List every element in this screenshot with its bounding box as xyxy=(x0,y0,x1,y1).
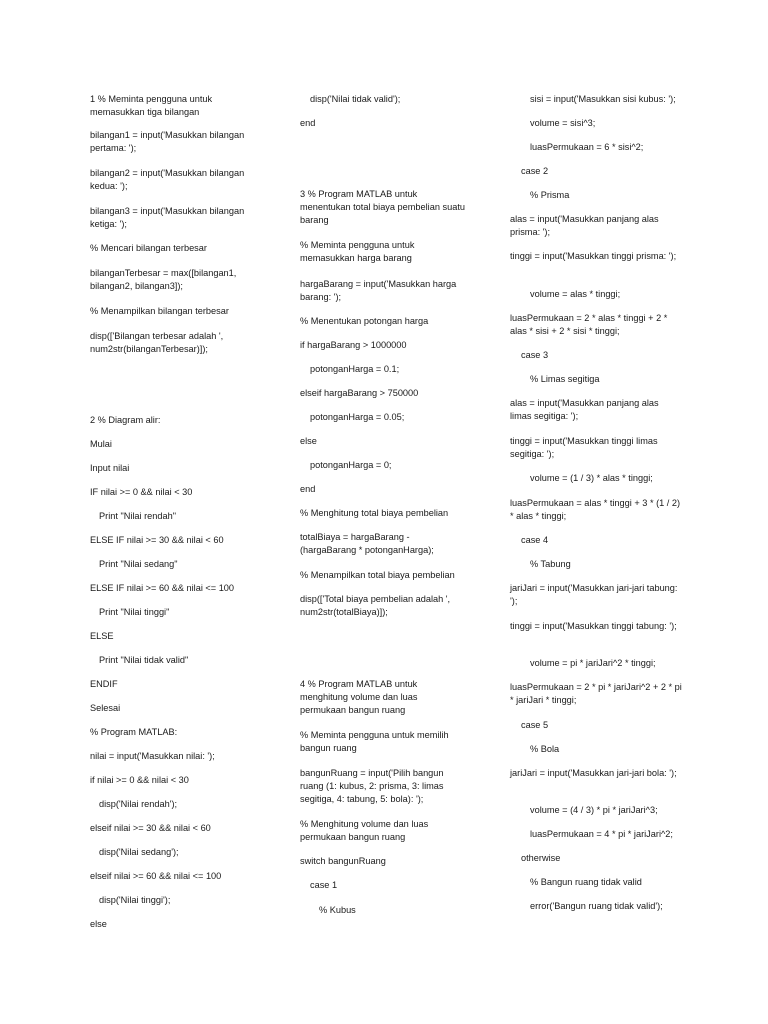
text-line: % Meminta pengguna untuk memilih bangun ruang xyxy=(300,730,449,753)
text-line: disp('Nilai tidak valid'); xyxy=(310,94,401,104)
text-line: volume = (4 / 3) * pi * jariJari^3; xyxy=(530,805,658,815)
text-line: bangunRuang = input('Pilih bangun ruang (1: kubus, 2: prisma, 3: limas segitiga, 4: tabung, 5: bola): '); xyxy=(300,768,444,804)
text-line: bilangan3 = input('Masukkan bilangan ketiga: '); xyxy=(90,206,245,229)
text-line: % Program MATLAB: xyxy=(90,727,178,737)
text-line: ELSE xyxy=(90,631,114,641)
text-line: volume = sisi^3; xyxy=(530,118,596,128)
text-line: Print "Nilai rendah" xyxy=(99,511,176,521)
text-line: luasPermukaan = 4 * pi * jariJari^2; xyxy=(530,829,673,839)
text-line: if nilai >= 0 && nilai < 30 xyxy=(90,775,189,785)
text-line: ELSE IF nilai >= 30 && nilai < 60 xyxy=(90,535,224,545)
text-line: disp('Nilai rendah'); xyxy=(99,799,178,809)
text-line: potonganHarga = 0.05; xyxy=(310,412,405,422)
text-line: case 5 xyxy=(521,720,549,730)
text-line: Print "Nilai tinggi" xyxy=(99,607,170,617)
text-line: luasPermukaan = 6 * sisi^2; xyxy=(530,142,644,152)
text-line: bilanganTerbesar = max([bilangan1, bilangan2, bilangan3]); xyxy=(90,268,237,291)
text-line: potonganHarga = 0; xyxy=(310,460,392,470)
text-line: end xyxy=(300,484,316,494)
text-line: % Menampilkan bilangan terbesar xyxy=(90,306,229,316)
text-line: volume = alas * tinggi; xyxy=(530,289,621,299)
text-line: else xyxy=(300,436,317,446)
text-line: ENDIF xyxy=(90,679,118,689)
text-line: bilangan2 = input('Masukkan bilangan kedua: '); xyxy=(90,168,245,191)
text-line: disp('Nilai tinggi'); xyxy=(99,895,171,905)
text-line: hargaBarang = input('Masukkan harga barang: '); xyxy=(300,279,457,302)
text-line: % Limas segitiga xyxy=(530,374,600,384)
text-line: % Menghitung total biaya pembelian xyxy=(300,508,449,518)
text-line: elseif nilai >= 30 && nilai < 60 xyxy=(90,823,211,833)
text-line: alas = input('Masukkan panjang alas prisma: '); xyxy=(510,214,659,237)
text-line: luasPermukaan = 2 * alas * tinggi + 2 * alas * sisi + 2 * sisi * tinggi; xyxy=(510,313,668,336)
text-line: potonganHarga = 0.1; xyxy=(310,364,400,374)
text-line: Print "Nilai sedang" xyxy=(99,559,178,569)
text-line: IF nilai >= 0 && nilai < 30 xyxy=(90,487,193,497)
text-line: ELSE IF nilai >= 60 && nilai <= 100 xyxy=(90,583,235,593)
text-line: bilangan1 = input('Masukkan bilangan pertama: '); xyxy=(90,130,245,153)
text-line: % Kubus xyxy=(319,905,356,915)
text-line: % Bangun ruang tidak valid xyxy=(530,877,642,887)
text-line: Input nilai xyxy=(90,463,130,473)
text-line: % Bola xyxy=(530,744,560,754)
text-line: switch bangunRuang xyxy=(300,856,386,866)
text-line: % Menghitung volume dan luas permukaan bangun ruang xyxy=(300,819,429,842)
text-line: 1 % Meminta pengguna untuk memasukkan tiga bilangan xyxy=(90,94,213,117)
text-line: % Menampilkan total biaya pembelian xyxy=(300,570,455,580)
text-line: alas = input('Masukkan panjang alas limas segitiga: '); xyxy=(510,398,659,421)
text-line: tinggi = input('Masukkan tinggi prisma: '); xyxy=(510,251,677,261)
text-line: luasPermukaan = 2 * pi * jariJari^2 + 2 * pi * jariJari * tinggi; xyxy=(510,682,682,705)
text-line: Selesai xyxy=(90,703,121,713)
text-line: elseif nilai >= 60 && nilai <= 100 xyxy=(90,871,222,881)
text-line: nilai = input('Masukkan nilai: '); xyxy=(90,751,215,761)
text-line: jariJari = input('Masukkan jari-jari bola: '); xyxy=(510,768,677,778)
text-line: disp('Nilai sedang'); xyxy=(99,847,179,857)
text-line: luasPermukaan = alas * tinggi + 3 * (1 / 2) * alas * tinggi; xyxy=(510,498,681,521)
text-line: 2 % Diagram alir: xyxy=(90,415,161,425)
text-line: tinggi = input('Masukkan tinggi limas segitiga: '); xyxy=(510,436,658,459)
text-line: % Menentukan potongan harga xyxy=(300,316,429,326)
text-line: disp(['Total biaya pembelian adalah ', num2str(totalBiaya)]); xyxy=(300,594,451,617)
text-line: % Prisma xyxy=(530,190,570,200)
text-line: error('Bangun ruang tidak valid'); xyxy=(530,901,663,911)
text-line: sisi = input('Masukkan sisi kubus: '); xyxy=(530,94,676,104)
text-line: end xyxy=(300,118,316,128)
text-line: % Meminta pengguna untuk memasukkan harga barang xyxy=(300,240,415,263)
text-line: case 3 xyxy=(521,350,549,360)
text-line: volume = pi * jariJari^2 * tinggi; xyxy=(530,658,656,668)
text-line: otherwise xyxy=(521,853,561,863)
text-line: case 4 xyxy=(521,535,549,545)
text-line: case 2 xyxy=(521,166,549,176)
text-line: jariJari = input('Masukkan jari-jari tabung: '); xyxy=(510,583,678,606)
text-line: % Tabung xyxy=(530,559,571,569)
text-line: Print "Nilai tidak valid" xyxy=(99,655,189,665)
text-line: volume = (1 / 3) * alas * tinggi; xyxy=(530,473,653,483)
text-line: 3 % Program MATLAB untuk menentukan total biaya pembelian suatu barang xyxy=(300,189,465,225)
text-line: tinggi = input('Masukkan tinggi tabung: '); xyxy=(510,621,677,631)
text-line: else xyxy=(90,919,107,929)
text-line: if hargaBarang > 1000000 xyxy=(300,340,407,350)
text-line: disp(['Bilangan terbesar adalah ', num2str(bilanganTerbesar)]); xyxy=(90,331,224,354)
text-line: 4 % Program MATLAB untuk menghitung volume dan luas permukaan bangun ruang xyxy=(300,679,418,715)
text-line: case 1 xyxy=(310,880,338,890)
text-line: totalBiaya = hargaBarang - (hargaBarang * potonganHarga); xyxy=(300,532,434,555)
text-line: elseif hargaBarang > 750000 xyxy=(300,388,419,398)
text-line: % Mencari bilangan terbesar xyxy=(90,243,207,253)
text-line: Mulai xyxy=(90,439,112,449)
